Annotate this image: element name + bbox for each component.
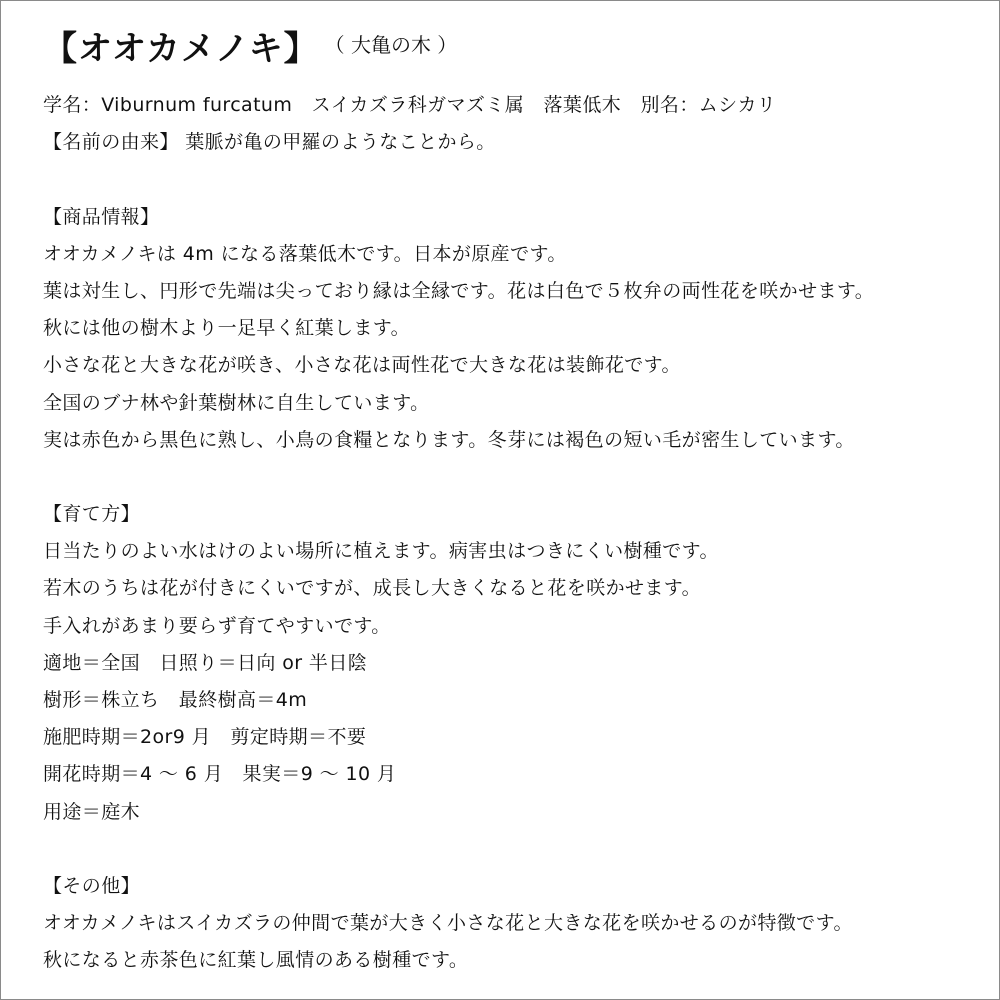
page-title: 【オオカメノキ】: [43, 28, 319, 69]
text-line: 手入れがあまり要らず育てやすいです。: [43, 614, 391, 637]
text-line: 【商品情報】: [43, 205, 160, 228]
text-line: 適地＝全国 日照り＝日向 or 半日陰: [43, 651, 368, 674]
text-line: 【その他】: [43, 874, 141, 897]
blank-line: [43, 831, 983, 868]
text-line: 若木のうちは花が付きにくいですが、成長し大きくなると花を咲かせます。: [43, 577, 702, 600]
document-body: [43, 23, 983, 980]
text-line: 秋には他の樹木より一足早く紅葉します。: [43, 317, 411, 340]
text-line: 学名：Viburnum furcatum スイカズラ科ガマズミ属 落葉低木 別名：ムシカリ: [43, 94, 777, 116]
text-line: 小さな花と大きな花が咲き、小さな花は両性花で大きな花は装飾花です。: [43, 354, 681, 377]
text-line: 全国のブナ林や針葉樹林に自生しています。: [43, 391, 430, 414]
text-line: 【育て方】: [43, 503, 141, 526]
text-line: 用途＝庭木: [43, 800, 141, 823]
text-line: 開花時期＝4 ～ 6 月 果実＝9 ～ 10 月: [43, 763, 397, 786]
page-subtitle: （ 大亀の木 ）: [324, 32, 458, 57]
text-line: 施肥時期＝2or9 月 剪定時期＝不要: [43, 726, 367, 749]
text-line: 樹形＝株立ち 最終樹高＝4m: [43, 689, 308, 711]
text-line: オオカメノキはスイカズラの仲間で葉が大きく小さな花と大きな花を咲かせるのが特徴です。: [43, 912, 853, 935]
text-lines: [43, 87, 983, 980]
blank-line: [43, 459, 983, 496]
text-line: 実は赤色から黒色に熟し、小鳥の食糧となります。冬芽には褐色の短い毛が密生しています。: [43, 428, 855, 451]
text-line: 葉は対生し、円形で先端は尖っており縁は全縁です。花は白色で５枚弁の両性花を咲かせます。: [43, 279, 875, 302]
title-row: [43, 23, 983, 67]
text-line: 【名前の由来】 葉脈が亀の甲羅のようなことから。: [43, 131, 496, 154]
text-line: オオカメノキは 4m になる落葉低木です。日本が原産です。: [43, 242, 567, 265]
text-line: 秋になると赤茶色に紅葉し風情のある樹種です。: [43, 949, 469, 972]
blank-line: [43, 161, 983, 198]
text-line: 日当たりのよい水はけのよい場所に植えます。病害虫はつきにくい樹種です。: [43, 540, 719, 563]
